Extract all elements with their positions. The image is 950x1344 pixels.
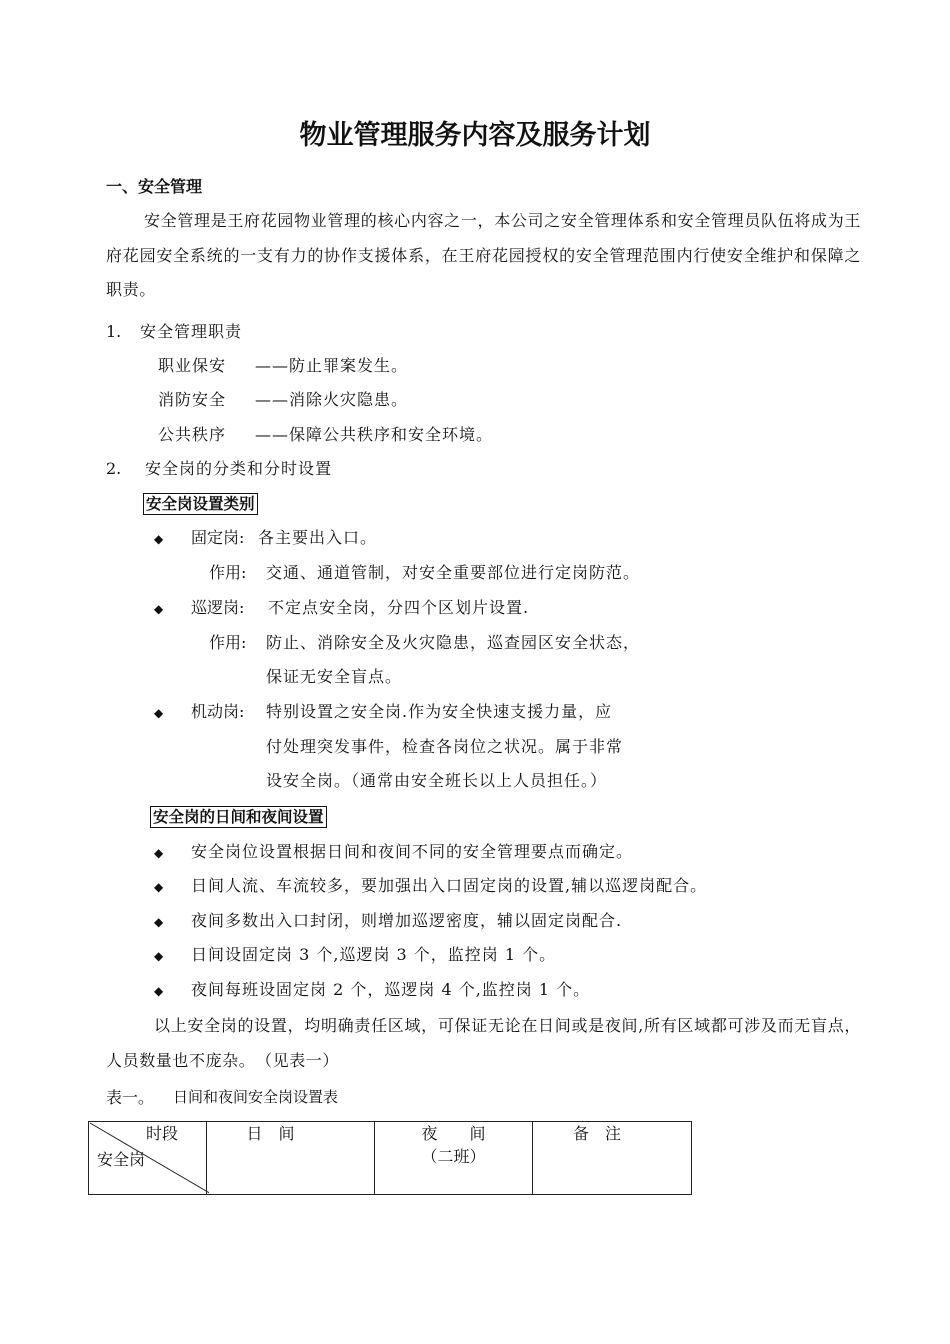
- patrol-effect-line2: 保证无安全盲点。: [266, 667, 403, 686]
- time-bullet-text: 夜间多数出入口封闭，则增加巡逻密度，辅以固定岗配合.: [191, 911, 623, 930]
- patrol-post-label: 巡逻岗:: [191, 598, 245, 617]
- time-box-label: 安全岗的日间和夜间设置: [150, 806, 327, 828]
- patrol-effect-line1: 防止、消除安全及火灾隐患，巡查园区安全状态，: [266, 633, 641, 652]
- item1-number: 1.: [106, 322, 122, 341]
- patrol-effect-label: 作用:: [209, 633, 247, 652]
- bullet-icon: ◆: [154, 949, 164, 963]
- post-schedule-table: [88, 1121, 692, 1195]
- duty-desc: ——保障公共秩序和安全环境。: [255, 425, 494, 444]
- table-caption: 日间和夜间安全岗设置表: [173, 1088, 339, 1106]
- section-heading: 一、安全管理: [106, 177, 203, 196]
- header-night-subtext: （二班）: [421, 1147, 486, 1166]
- header-night-text: 夜 间: [421, 1124, 486, 1143]
- fixed-effect-text: 交通、通道管制，对安全重要部位进行定岗防范。: [266, 563, 641, 582]
- time-bullet-text: 夜间每班设固定岗 2 个，巡逻岗 4 个,监控岗 1 个。: [191, 980, 591, 999]
- table-header-day: [207, 1122, 375, 1195]
- table-header-night: [375, 1122, 533, 1195]
- bullet-icon: ◆: [154, 984, 164, 998]
- table-header-note: [533, 1122, 692, 1195]
- bullet-icon: ◆: [154, 602, 164, 616]
- time-bullet-text: 安全岗位设置根据日间和夜间不同的安全管理要点而确定。: [191, 842, 634, 861]
- bullet-icon: ◆: [154, 706, 164, 720]
- bullet-icon: ◆: [154, 915, 164, 929]
- page-title: 物业管理服务内容及服务计划: [299, 120, 651, 151]
- item2-number: 2.: [106, 459, 122, 478]
- duty-name: 消防安全: [158, 390, 227, 409]
- patrol-post-text: 不定点安全岗，分四个区划片设置.: [268, 598, 530, 617]
- duty-desc: ——防止罪案发生。: [255, 356, 409, 375]
- table-corner-cell: [89, 1122, 207, 1195]
- item1-text: 安全管理职责: [140, 322, 243, 341]
- fixed-post-label: 固定岗:: [191, 528, 245, 547]
- bullet-icon: ◆: [154, 880, 164, 894]
- duty-desc: ——消除火灾隐患。: [255, 390, 409, 409]
- summary-paragraph: 以上安全岗的设置，均明确责任区域，可保证无论在日间或是夜间,所有区域都可涉及而无盲点，人员数量也不庞杂。 （见表一）: [106, 1016, 861, 1070]
- bullet-icon: ◆: [154, 846, 164, 860]
- mobile-post-line3: 设安全岗。（通常由安全班长以上人员担任。）: [266, 771, 608, 790]
- item2-text: 安全岗的分类和分时设置: [145, 459, 333, 478]
- header-note-text: 备 注: [572, 1124, 621, 1143]
- duty-name: 公共秩序: [158, 425, 227, 444]
- corner-top-label: 时段: [146, 1124, 179, 1143]
- duty-name: 职业保安: [158, 356, 227, 375]
- time-bullet-text: 日间人流、车流较多，要加强出入口固定岗的设置,辅以巡逻岗配合。: [191, 876, 708, 895]
- fixed-post-text: 各主要出入口。: [258, 528, 378, 547]
- mobile-post-line2: 付处理突发事件，检查各岗位之状况。属于非常: [266, 737, 624, 756]
- fixed-effect-label: 作用:: [209, 563, 247, 582]
- intro-paragraph: 安全管理是王府花园物业管理的核心内容之一，本公司之安全管理体系和安全管理员队伍将成为王府花园安全系统的一支有力的协作支援体系，在王府花园授权的安全管理范围内行使安全维护和保障之职责。: [106, 211, 861, 299]
- bullet-icon: ◆: [154, 532, 164, 546]
- header-day-text: 日 间: [246, 1124, 295, 1143]
- category-box-label: 安全岗设置类别: [143, 493, 258, 515]
- mobile-post-line1: 特别设置之安全岗.作为安全快速支援力量，应: [266, 702, 613, 721]
- corner-bottom-label: 安全岗: [97, 1150, 146, 1169]
- time-bullet-text: 日间设固定岗 3 个,巡逻岗 3 个，监控岗 1 个。: [191, 945, 557, 964]
- mobile-post-label: 机动岗:: [191, 702, 245, 721]
- table-caption-label: 表一。: [106, 1088, 155, 1107]
